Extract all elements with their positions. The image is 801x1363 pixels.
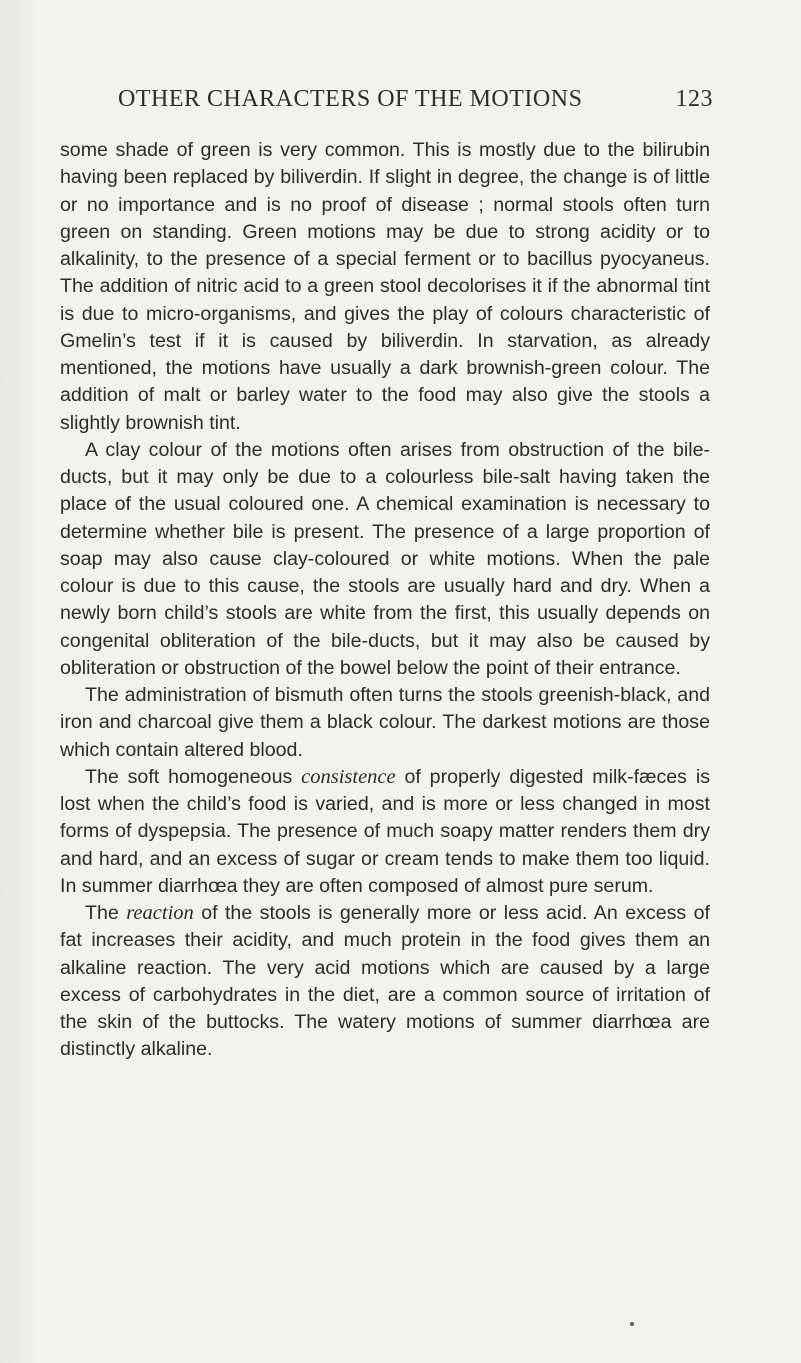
running-head <box>0 86 801 122</box>
paragraph-consistence-rest: of properly digested milk-fæces is lost when the child’s food is varied, and is more or less changed in most forms of dyspepsia. The presence of much soapy matter renders them dry and hard, and an excess of sugar or cream tends to make them too liquid. In summer diarrhœa they are often composed of almost pure serum. <box>60 765 710 897</box>
paragraph-reaction-rest: of the stools is generally more or less acid. An excess of fat increases their acidity, and much protein in the food gives them an alkaline reaction. The very acid motions which are caused by a large excess of carbohydrates in the diet, are a common source of irritation of the skin of the buttocks. The watery motions of summer diarrhœa are distinctly alkaline. <box>60 902 710 1061</box>
paragraph-green-colour: some shade of green is very common. This is mostly due to the bilirubin having been replaced by biliverdin. If slight in degree, the change is of little or no importance and is no proof of disease ; normal stools often turn green on standing. Green motions may be due to strong acidity or to alkalinity, to the presence of a special ferment or to bacillus pyocyaneus. The addition of nitric acid to a green stool decolorises it if the abnormal tint is due to micro-organisms, and gives the play of colours characteristic of Gmelin’s test if it is caused by biliverdin. In starvation, as already mentioned, the motions have usually a dark brownish-green colour. The addition of malt or barley water to the food may also give the stools a slightly brownish tint. <box>60 139 710 434</box>
paragraph-consistence-lead: The soft homogeneous <box>85 765 302 788</box>
emphasis-consistence: consistence <box>301 765 396 788</box>
paragraph-consistence <box>60 764 710 900</box>
page-number: 123 <box>675 86 713 112</box>
print-mark <box>630 1322 634 1326</box>
emphasis-reaction: reaction <box>126 902 194 924</box>
paragraph-clay-colour: A clay colour of the motions often arises from obstruction of the bile-ducts, but it may only be due to a colourless bile-salt having taken the place of the usual coloured one. A chemical examination is necessary to determine whether bile is present. The presence of a large proportion of soap may also cause clay-coloured or white motions. When the pale colour is due to this cause, the stools are usually hard and dry. When a newly born child’s stools are white from the first, this usually depends on congenital obliteration of the bile-ducts, but it may also be caused by obliteration or obstruction of the bowel below the point of their entrance. <box>60 438 710 679</box>
paragraph-reaction-lead: The <box>85 902 127 924</box>
paragraph-bismuth: The administration of bismuth often turns the stools greenish-black, and iron and charcoal give them a black colour. The darkest motions are those which contain altered blood. <box>60 684 710 761</box>
body-text <box>60 137 710 1064</box>
paragraph-reaction <box>60 900 710 1064</box>
chapter-title: OTHER CHARACTERS OF THE MOTIONS <box>118 86 583 112</box>
